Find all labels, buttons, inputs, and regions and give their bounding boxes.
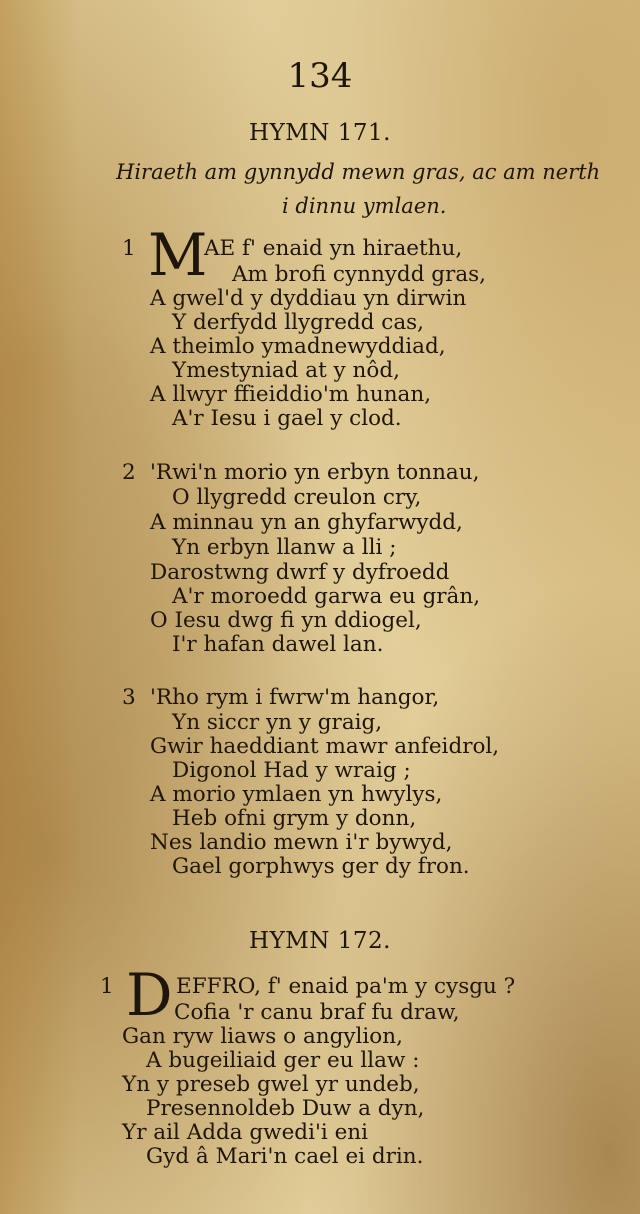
verse-line: O llygredd creulon cry,	[172, 485, 422, 510]
verse-number: 1	[122, 236, 136, 261]
verse-line: A minnau yn an ghyfarwydd,	[150, 510, 463, 535]
verse-line: A'r Iesu i gael y clod.	[172, 406, 402, 431]
verse-line: Yn siccr yn y graig,	[172, 710, 383, 735]
verse-line: Presennoldeb Duw a dyn,	[146, 1096, 425, 1121]
hymn-172-title: HYMN 172.	[249, 928, 391, 954]
verse-line: A bugeiliaid ger eu llaw :	[146, 1048, 420, 1073]
verse-line: 'Rwi'n morio yn erbyn tonnau,	[150, 460, 480, 485]
verse-line: Ymestyniad at y nôd,	[172, 358, 400, 383]
verse-line: Gwir haeddiant mawr anfeidrol,	[150, 734, 500, 759]
verse-line: Y derfydd llygredd cas,	[172, 310, 425, 335]
verse-line: Heb ofni grym y donn,	[172, 806, 417, 831]
verse-line: I'r hafan dawel lan.	[172, 632, 384, 657]
verse-number: 2	[122, 460, 136, 485]
verse-line: Digonol Had y wraig ;	[172, 758, 411, 783]
verse-line: O Iesu dwg fi yn ddiogel,	[150, 608, 422, 633]
verse-line: Darostwng dwrf y dyfroedd	[150, 560, 450, 585]
verse-line: Gyd â Mari'n cael ei drin.	[146, 1144, 424, 1169]
verse-line: AE f' enaid yn hiraethu,	[204, 236, 463, 261]
verse-line: A morio ymlaen yn hwylys,	[150, 782, 443, 807]
hymn-171-subtitle-line-1: Hiraeth am gynnydd mewn gras, ac am nerth	[116, 160, 601, 184]
verse-line: A gwel'd y dyddiau yn dirwin	[150, 286, 467, 311]
verse-line: Yr ail Adda gwedi'i eni	[122, 1120, 369, 1145]
drop-cap: D	[126, 961, 173, 1029]
verse-line: Gael gorphwys ger dy fron.	[172, 854, 470, 879]
hymn-171-subtitle-line-2: i dinnu ymlaen.	[282, 194, 447, 218]
verse-line: Nes landio mewn i'r bywyd,	[150, 830, 453, 855]
verse-line: Yn y preseb gwel yr undeb,	[122, 1072, 420, 1097]
drop-cap: M	[148, 221, 208, 289]
verse-number: 1	[100, 974, 114, 999]
verse-line: A llwyr ffieiddio'm hunan,	[150, 382, 432, 407]
verse-line: EFFRO, f' enaid pa'm y cysgu ?	[176, 974, 516, 999]
verse-line: A theimlo ymadnewyddiad,	[150, 334, 446, 359]
page-number: 134	[287, 56, 353, 96]
verse-number: 3	[122, 685, 136, 710]
verse-line: Cofia 'r canu braf fu draw,	[174, 1000, 460, 1025]
hymn-171-title: HYMN 171.	[249, 120, 391, 146]
verse-line: Gan ryw liaws o angylion,	[122, 1024, 403, 1049]
verse-line: Yn erbyn llanw a lli ;	[172, 535, 397, 560]
verse-line: A'r moroedd garwa eu grân,	[172, 584, 481, 609]
verse-line: Am brofi cynnydd gras,	[232, 262, 487, 287]
verse-line: 'Rho rym i fwrw'm hangor,	[150, 685, 440, 710]
